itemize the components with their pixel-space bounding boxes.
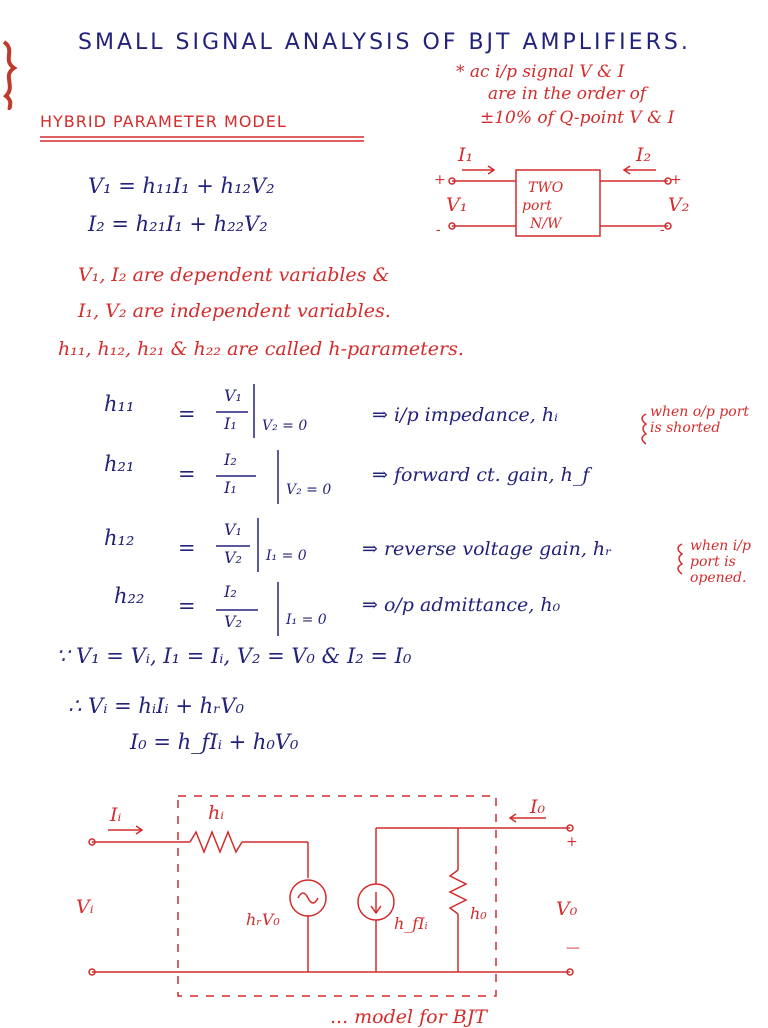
circuit-hfii: h_fIᵢ	[394, 914, 428, 933]
circuit-hrvo: hᵣV₀	[246, 910, 280, 929]
h12-num: V₁	[224, 520, 242, 539]
circuit-ii: Iᵢ	[110, 804, 122, 826]
two-port-plus-left: +	[434, 172, 446, 188]
h22-name: h₂₂	[114, 584, 145, 608]
circuit-vo: V₀	[556, 898, 578, 920]
h22-cond: I₁ = 0	[286, 612, 327, 628]
circuit-hi: hᵢ	[208, 802, 225, 824]
circuit-io: I₀	[530, 796, 546, 818]
h21-equals: =	[178, 462, 196, 486]
two-port-label-two: TWO	[528, 180, 564, 196]
two-port-v1: V₁	[446, 194, 468, 216]
two-port-label-nw: N/W	[530, 216, 562, 232]
vi-relation: ∴ Vᵢ = hᵢIᵢ + hᵣV₀	[68, 694, 244, 718]
independent-vars: I₁, V₂ are independent variables.	[78, 300, 391, 322]
equation-v1: V₁ = h₁₁I₁ + h₁₂V₂	[88, 174, 275, 198]
io-relation: I₀ = h_fIᵢ + h₀V₀	[130, 730, 299, 754]
circuit-ho: h₀	[470, 904, 487, 923]
two-port-minus-right: -	[660, 222, 665, 238]
two-port-label-port: port	[522, 198, 552, 214]
h21-desc: ⇒ forward ct. gain, h_f	[372, 464, 590, 486]
h21-num: I₂	[224, 450, 237, 469]
h12-desc: ⇒ reverse voltage gain, hᵣ	[362, 538, 612, 560]
h21-name: h₂₁	[104, 452, 135, 476]
circuit-vi: Vᵢ	[76, 896, 94, 918]
since-relation: ∵ V₁ = Vᵢ, I₁ = Iᵢ, V₂ = V₀ & I₂ = I₀	[56, 644, 412, 668]
two-port-i2: I₂	[636, 144, 652, 166]
h11-desc: ⇒ i/p impedance, hᵢ	[372, 404, 558, 426]
h22-num: I₂	[224, 582, 237, 601]
h22-equals: =	[178, 594, 196, 618]
two-port-plus-right: +	[670, 172, 682, 188]
h11-den: I₁	[224, 414, 237, 433]
note-opened: when i/p port is opened.	[690, 538, 751, 586]
h21-den: I₁	[224, 478, 237, 497]
two-port-i1: I₁	[458, 144, 474, 166]
h11-num: V₁	[224, 386, 242, 405]
note-line-3: ±10% of Q-point V & I	[480, 108, 675, 128]
note-line-1: * ac i/p signal V & I	[456, 62, 625, 82]
h12-cond: I₁ = 0	[266, 548, 307, 564]
h12-name: h₁₂	[104, 526, 135, 550]
h-params-called: h₁₁, h₁₂, h₂₁ & h₂₂ are called h-parameters.	[58, 338, 464, 360]
note-line-2: are in the order of	[488, 84, 647, 104]
h22-desc: ⇒ o/p admittance, h₀	[362, 594, 561, 616]
note-shorted: when o/p port is shorted	[650, 404, 750, 436]
dependent-vars: V₁, I₂ are dependent variables &	[78, 264, 390, 286]
circuit-plus: +	[566, 834, 578, 850]
footer-caption: ... model for BJT	[330, 1006, 487, 1028]
two-port-minus-left: -	[436, 222, 441, 238]
h22-den: V₂	[224, 612, 242, 631]
h11-cond: V₂ = 0	[262, 418, 308, 434]
h12-equals: =	[178, 536, 196, 560]
h21-cond: V₂ = 0	[286, 482, 332, 498]
section-heading: HYBRID PARAMETER MODEL	[40, 112, 287, 131]
two-port-v2: V₂	[668, 194, 690, 216]
page-title: SMALL SIGNAL ANALYSIS OF BJT AMPLIFIERS.	[78, 30, 691, 55]
h12-den: V₂	[224, 548, 242, 567]
circuit-minus: —	[566, 940, 580, 956]
equation-i2: I₂ = h₂₁I₁ + h₂₂V₂	[88, 212, 268, 236]
h11-equals: =	[178, 402, 196, 426]
h11-name: h₁₁	[104, 392, 135, 416]
